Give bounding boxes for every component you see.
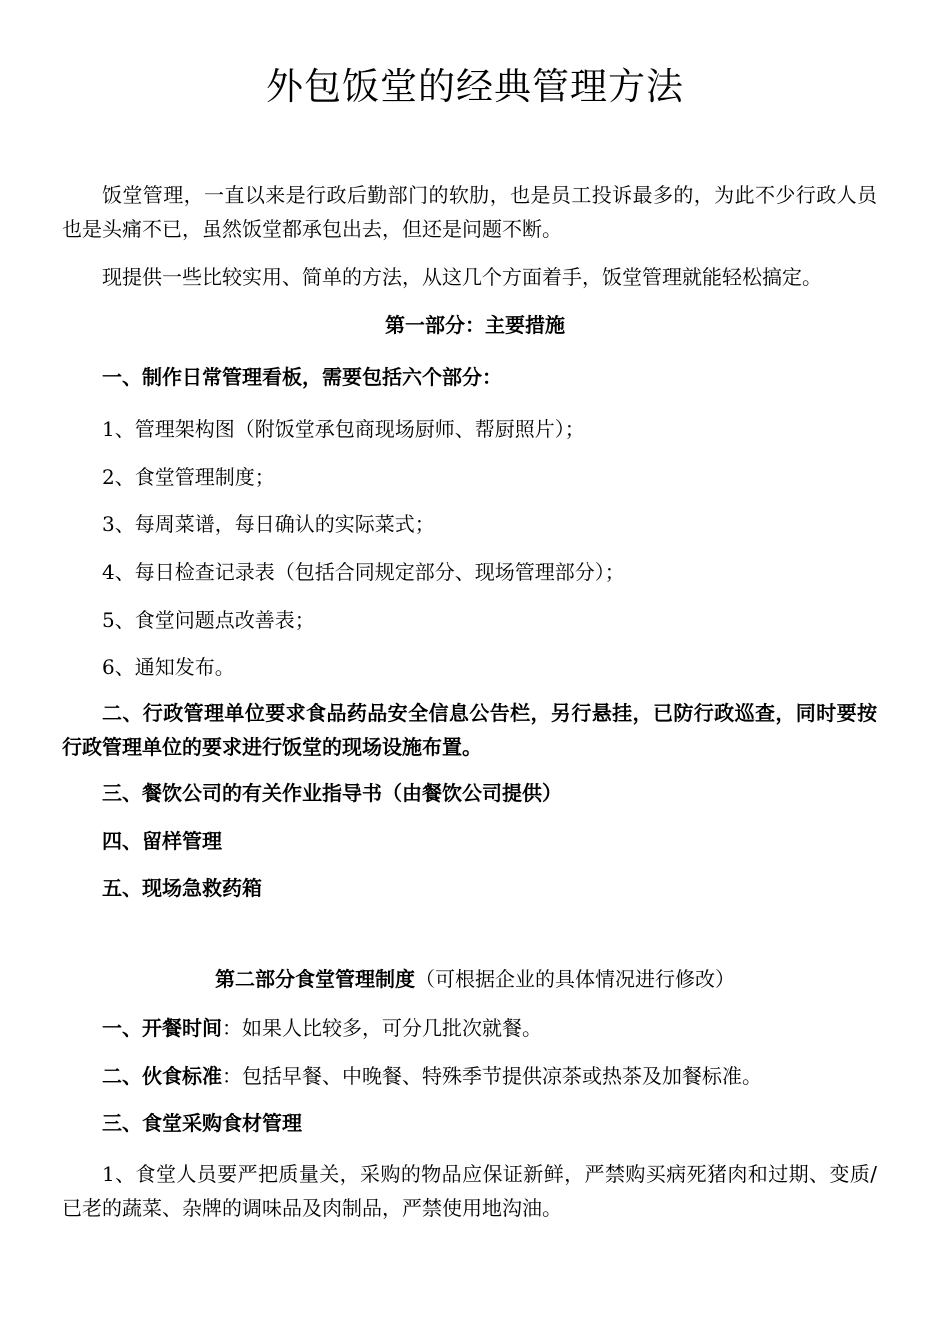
part2-section2: 二、伙食标准：包括早餐、中晚餐、特殊季节提供凉茶或热茶及加餐标准。	[102, 1064, 762, 1088]
part2-heading: 第二部分食堂管理制度（可根据企业的具体情况进行修改）	[215, 967, 735, 991]
list-item: 5、食堂问题点改善表；	[102, 608, 315, 632]
list-item: 3、每周菜谱，每日确认的实际菜式；	[102, 512, 435, 536]
list-item: 4、每日检查记录表（包括合同规定部分、现场管理部分）；	[102, 560, 625, 584]
part1-section5-heading: 五、现场急救药箱	[102, 876, 262, 900]
list-item: 2、食堂管理制度；	[102, 465, 275, 489]
part1-section3-heading: 三、餐饮公司的有关作业指导书（由餐饮公司提供）	[102, 781, 562, 805]
part2-section1: 一、开餐时间：如果人比较多，可分几批次就餐。	[102, 1016, 542, 1040]
intro-paragraph-2: 现提供一些比较实用、简单的方法，从这几个方面着手，饭堂管理就能轻松搞定。	[102, 265, 822, 289]
intro-paragraph-1: 饭堂管理，一直以来是行政后勤部门的软肋，也是员工投诉最多的，为此不少行政人员也是头痛不已，虽然饭堂都承包出去，但还是问题不断。	[62, 183, 877, 241]
part1-section2-paragraph: 二、行政管理单位要求食品药品安全信息公告栏，另行悬挂，已防行政巡查，同时要按行政管理单位的要求进行饭堂的现场设施布置。	[62, 701, 877, 759]
list-item: 6、通知发布。	[102, 655, 235, 679]
list-item: 1、管理架构图（附饭堂承包商现场厨师、帮厨照片）；	[102, 417, 585, 441]
part1-heading: 第一部分：主要措施	[385, 313, 565, 337]
document-title: 外包饭堂的经典管理方法	[266, 65, 684, 108]
part1-section4-heading: 四、留样管理	[102, 829, 222, 853]
part2-section3-heading: 三、食堂采购食材管理	[102, 1111, 302, 1135]
part1-section1-heading: 一、制作日常管理看板，需要包括六个部分：	[102, 365, 502, 389]
part2-section3-item1: 1、食堂人员要严把质量关，采购的物品应保证新鲜，严禁购买病死猪肉和过期、变质/已老的蔬菜、杂牌的调味品及肉制品，严禁使用地沟油。	[62, 1162, 877, 1220]
